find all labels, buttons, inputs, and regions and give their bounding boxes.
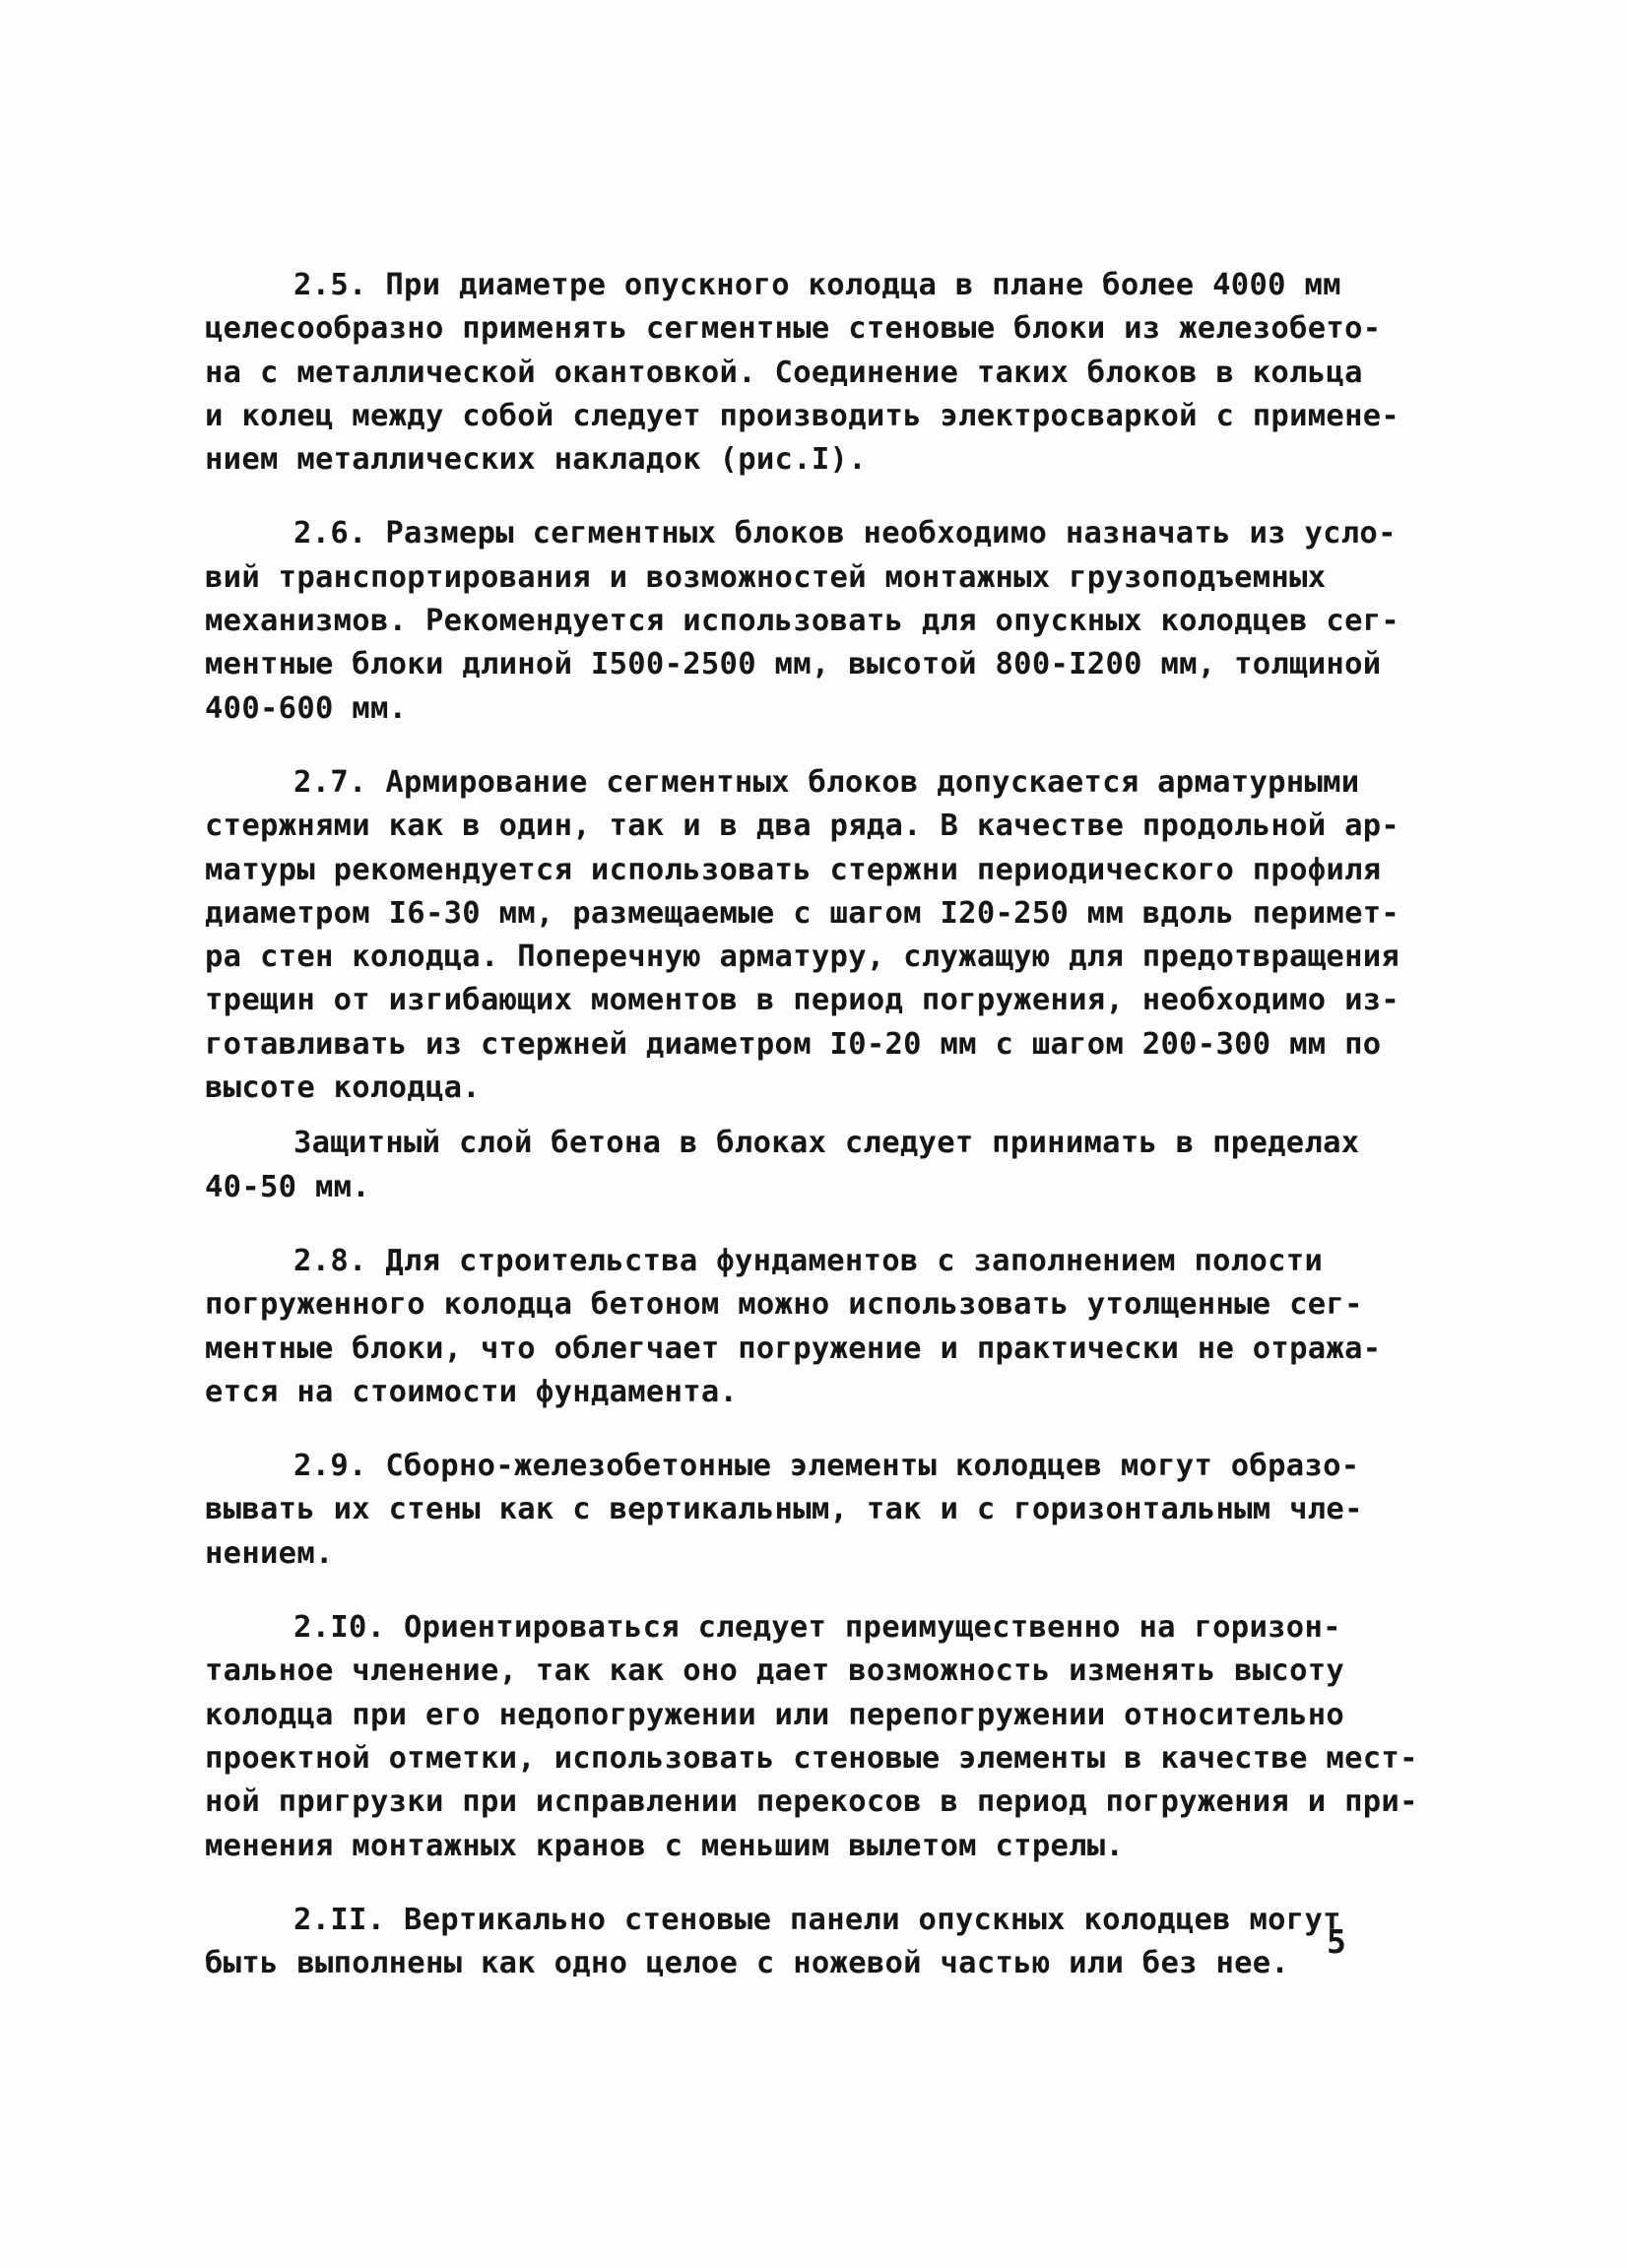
text-line: 2.9. Сборно-железобетонные элементы колодцев могут образо- (293, 1449, 1360, 1484)
text-line: 2.I0. Ориентироваться следует преимущественно на горизон- (293, 1610, 1341, 1646)
text-line: трещин от изгибающих моментов в период погружения, необходимо из- (205, 983, 1400, 1018)
text-line: менения монтажных кранов с меньшим вылетом стрелы. (205, 1828, 1125, 1863)
paragraph-2-6 (205, 512, 1426, 730)
text-line: 2.7. Армирование сегментных блоков допускается арматурными (293, 764, 1360, 800)
paragraph-2-10 (205, 1606, 1426, 1868)
paragraph-2-11 (205, 1899, 1426, 1986)
paragraph-2-5 (205, 264, 1426, 482)
text-line: и колец между собой следует производить электросваркой с примене- (205, 398, 1400, 433)
text-line: 400-600 мм. (205, 690, 408, 726)
text-line: ра стен колодца. Поперечную арматуру, служащую для предотвращения (205, 940, 1400, 975)
text-line: ментные блоки длиной I500-2500 мм, высотой 800-I200 мм, толщиной (205, 647, 1382, 682)
text-line: матуры рекомендуется использовать стержни периодического профиля (205, 852, 1382, 887)
text-line: ной пригрузки при исправлении перекосов в период погружения и при- (205, 1784, 1418, 1820)
text-line: диаметром I6-30 мм, размещаемые с шагом I20-250 мм вдоль перимет- (205, 895, 1400, 931)
text-line: нением. (205, 1535, 334, 1571)
text-line: 40-50 мм. (205, 1169, 370, 1204)
text-line: тальное членение, так как оно дает возможность изменять высоту (205, 1653, 1345, 1689)
body-text (205, 264, 1426, 1985)
text-line: ется на стоимости фундамента. (205, 1374, 739, 1409)
text-line: нием металлических накладок (рис.I). (205, 442, 867, 478)
text-line: 2.II. Вертикально стеновые панели опускных колодцев могут (293, 1902, 1341, 1937)
paragraph-2-7 (205, 761, 1426, 1110)
page-number: 5 (1327, 1922, 1346, 1961)
text-line: 2.8. Для строительства фундаментов с заполнением полости (293, 1243, 1324, 1278)
text-line: быть выполнены как одно целое с ножевой частью или без нее. (205, 1946, 1290, 1981)
text-line: высоте колодца. (205, 1070, 481, 1106)
text-line: 2.5. При диаметре опускного колодца в плане более 4000 мм (293, 268, 1341, 302)
text-line: вывать их стены как с вертикальным, так и с горизонтальным чле- (205, 1492, 1363, 1527)
text-line: 2.6. Размеры сегментных блоков необходимо назначать из усло- (293, 516, 1397, 551)
text-line: целесообразно применять сегментные стеновые блоки из железобето- (205, 311, 1382, 347)
text-line: вий транспортирования и возможностей монтажных грузоподъемных (205, 559, 1327, 595)
text-line: погруженного колодца бетоном можно использовать утолщенные сег- (205, 1287, 1363, 1323)
paragraph-2-9 (205, 1445, 1426, 1576)
paragraph-2-7-continued (205, 1122, 1426, 1209)
text-line: на с металлической окантовкой. Соединение таких блоков в кольца (205, 355, 1363, 390)
text-line: готавливать из стержней диаметром I0-20 мм с шагом 200-300 мм по (205, 1026, 1382, 1062)
text-line: ментные блоки, что облегчает погружение и практически не отража- (205, 1330, 1382, 1366)
text-line: стержнями как в один, так и в два ряда. В качестве продольной ар- (205, 809, 1400, 844)
text-line: Защитный слой бетона в блоках следует принимать в пределах (293, 1126, 1360, 1161)
paragraph-2-8 (205, 1240, 1426, 1414)
text-line: колодца при его недопогружении или перепогружении относительно (205, 1697, 1345, 1732)
text-line: проектной отметки, использовать стеновые элементы в качестве мест- (205, 1740, 1418, 1776)
text-line: механизмов. Рекомендуется использовать для опускных колодцев сег- (205, 604, 1400, 639)
